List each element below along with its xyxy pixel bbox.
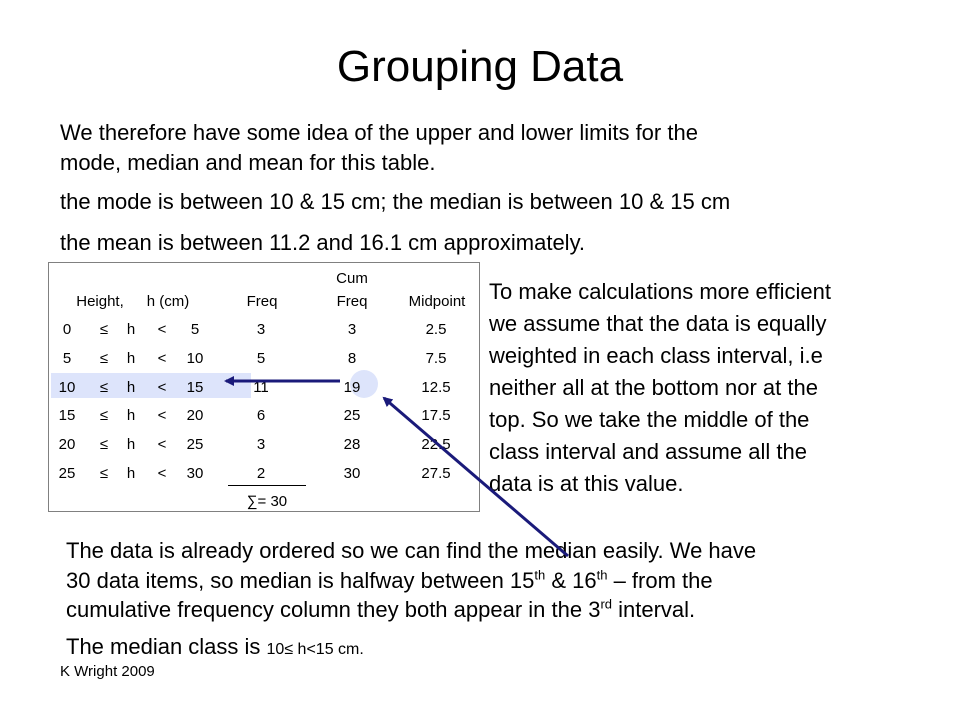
cell-freq: 6 xyxy=(256,407,266,425)
cell-upper: 5 xyxy=(190,321,200,338)
cell-symbol: < xyxy=(157,436,167,454)
cell-lower: 10 xyxy=(58,378,76,396)
cell-symbol: ≤ xyxy=(99,321,109,338)
cell-symbol: h xyxy=(126,407,136,425)
cell-upper: 25 xyxy=(186,436,204,454)
cell-cum: 30 xyxy=(343,465,361,482)
cell-lower: 20 xyxy=(58,436,76,454)
cell-symbol: h xyxy=(126,378,136,396)
cell-freq: 3 xyxy=(256,436,266,454)
header-h-cm: h (cm) xyxy=(146,293,190,310)
mode-median-statement: the mode is between 10 & 15 cm; the median is between 10 & 15 cm xyxy=(60,189,731,214)
intro-line-1: We therefore have some idea of the upper and lower limits for the xyxy=(60,120,698,145)
cell-mid: 22.5 xyxy=(421,436,451,454)
cell-freq: 2 xyxy=(256,465,266,482)
cell-symbol: < xyxy=(157,407,167,425)
cell-cum: 19 xyxy=(343,378,361,396)
side-line: we assume that the data is equally xyxy=(489,311,827,336)
arrow-from-text-to-cum-freq xyxy=(384,398,568,556)
median-class-statement: The median class is 10≤ h<15 cm. xyxy=(66,634,364,659)
cell-upper: 20 xyxy=(186,407,204,425)
cell-lower: 15 xyxy=(58,407,76,425)
author-footer: K Wright 2009 xyxy=(60,663,155,680)
header-freq: Freq xyxy=(246,293,278,310)
cell-upper: 15 xyxy=(186,378,204,396)
header-cum-freq: Freq xyxy=(336,293,368,310)
cell-symbol: < xyxy=(157,321,167,338)
intro-line-2: mode, median and mean for this table. xyxy=(60,150,436,175)
cell-mid: 7.5 xyxy=(425,349,447,367)
side-line: To make calculations more efficient xyxy=(489,279,831,304)
cell-lower: 0 xyxy=(62,321,72,338)
header-height: Height, xyxy=(76,293,124,310)
cell-upper: 10 xyxy=(186,349,204,367)
cell-mid: 17.5 xyxy=(421,407,451,425)
cell-freq: 5 xyxy=(256,349,266,367)
cell-mid: 12.5 xyxy=(421,378,451,396)
cell-symbol: ≤ xyxy=(99,465,109,482)
cell-symbol: h xyxy=(126,349,136,367)
cell-freq: 11 xyxy=(253,378,269,396)
cell-symbol: ≤ xyxy=(99,436,109,454)
mean-statement: the mean is between 11.2 and 16.1 cm approximately. xyxy=(60,230,586,255)
cell-cum: 8 xyxy=(347,349,357,367)
cell-symbol: ≤ xyxy=(99,407,109,425)
cell-symbol: < xyxy=(157,349,167,367)
cell-symbol: h xyxy=(126,436,136,454)
cell-mid: 2.5 xyxy=(425,321,447,338)
cell-mid: 27.5 xyxy=(421,465,451,482)
bottom-line-1: The data is already ordered so we can find the median easily. We have xyxy=(66,538,757,563)
header-midpoint: Midpoint xyxy=(408,293,466,310)
page-title: Grouping Data xyxy=(336,42,624,91)
side-line: class interval and assume all the xyxy=(489,439,807,464)
cell-symbol: ≤ xyxy=(99,349,109,367)
cell-cum: 28 xyxy=(343,436,361,454)
cell-symbol: h xyxy=(126,465,136,482)
freq-sum: ∑= 30 xyxy=(246,493,288,510)
header-cum: Cum xyxy=(336,270,368,287)
cell-upper: 30 xyxy=(186,465,204,482)
bottom-line-2: 30 data items, so median is halfway between 15th & 16th – from the xyxy=(66,567,713,593)
cell-freq: 3 xyxy=(256,321,266,338)
side-line: data is at this value. xyxy=(489,471,684,496)
cell-symbol: ≤ xyxy=(99,378,109,396)
cell-symbol: < xyxy=(157,378,167,396)
cell-lower: 5 xyxy=(62,349,72,367)
bottom-line-3: cumulative frequency column they both appear in the 3rd interval. xyxy=(66,596,696,622)
side-line: neither all at the bottom nor at the xyxy=(489,375,818,400)
side-line: weighted in each class interval, i.e xyxy=(489,343,823,368)
cell-symbol: < xyxy=(157,465,167,482)
cell-cum: 3 xyxy=(347,321,357,338)
cell-symbol: h xyxy=(126,321,136,338)
cell-lower: 25 xyxy=(58,465,76,482)
cell-cum: 25 xyxy=(343,407,361,425)
side-line: top. So we take the middle of the xyxy=(489,407,810,432)
median-class-value: 10≤ h<15 cm. xyxy=(266,641,364,658)
